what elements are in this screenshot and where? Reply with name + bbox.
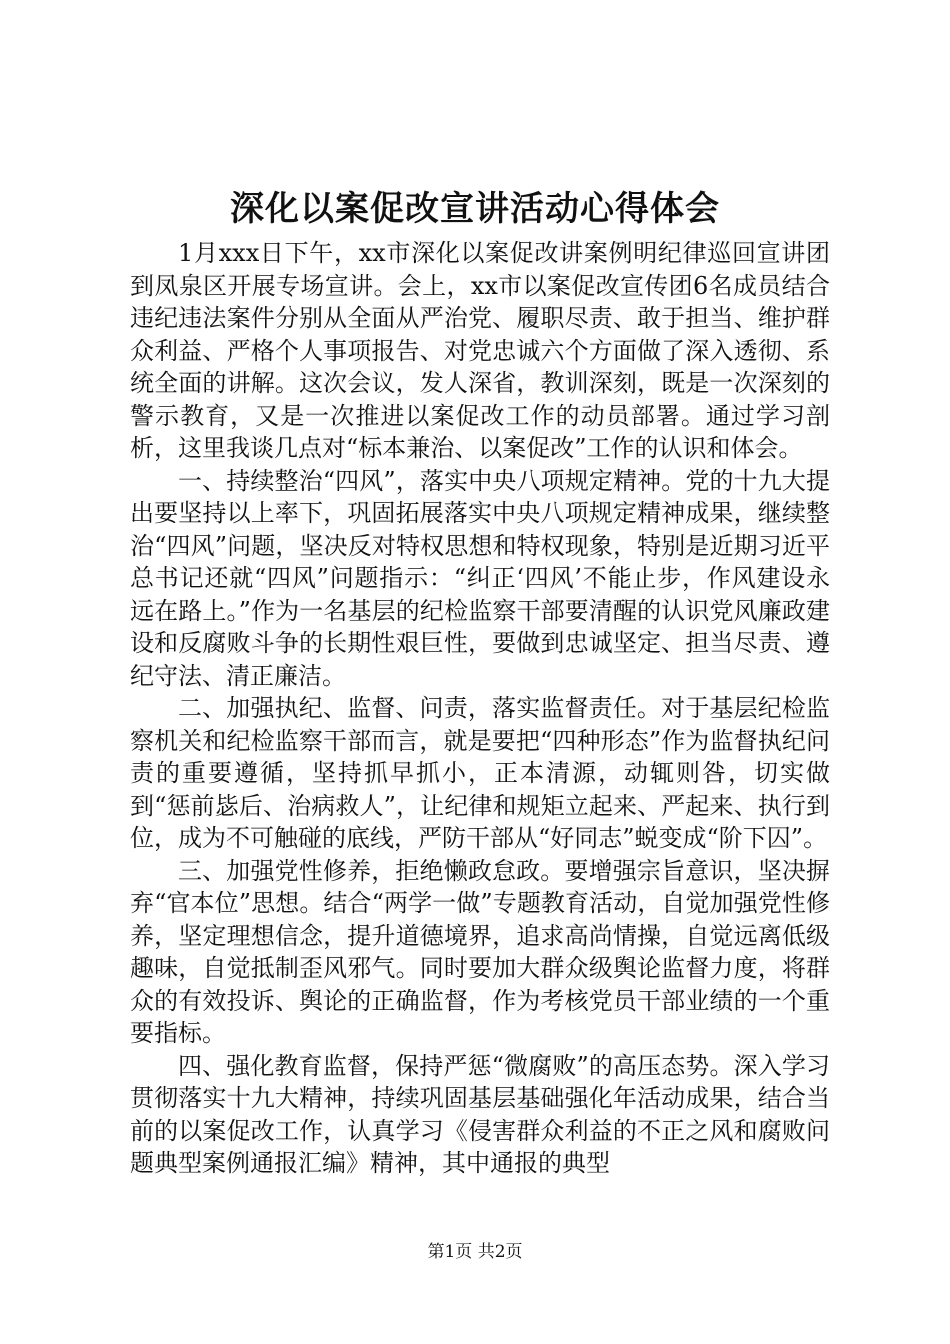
paragraph-intro: 1月xxx日下午，xx市深化以案促改讲案例明纪律巡回宣讲团到凤泉区开展专场宣讲。会上，xx市以案促改宣传团6名成员结合违纪违法案件分别从全面从严治党、履职尽责、敢于担当、维护群众利益、严格个人事项报告、对党忠诚六个方面做了深入透彻、系统全面的讲解。这次会议，发人深省，教训深刻，既是一次深刻的警示教育，又是一次推进以案促改工作的动员部署。通过学习剖析，这里我谈几点对“标本兼治、以案促改”工作的认识和体会。	[130, 239, 830, 462]
paragraph-point-4: 四、强化教育监督，保持严惩“微腐败”的高压态势。深入学习贯彻落实十九大精神，持续巩固基层基础强化年活动成果，结合当前的以案促改工作，认真学习《侵害群众利益的不正之风和腐败问题典型案例通报汇编》精神，其中通报的典型	[130, 1051, 830, 1177]
paragraph-point-3: 三、加强党性修养，拒绝懒政怠政。要增强宗旨意识，坚决摒弃“官本位”思想。结合“两学一做”专题教育活动，自觉加强党性修养，坚定理想信念，提升道德境界，追求高尚情操，自觉远离低级趣味，自觉抵制歪风邪气。同时要加大群众级舆论监督力度，将群众的有效投诉、舆论的正确监督，作为考核党员干部业绩的一个重要指标。	[130, 856, 830, 1047]
paragraph-point-1: 一、持续整治“四风”，落实中央八项规定精神。党的十九大提出要坚持以上率下，巩固拓展落实中央八项规定精神成果，继续整治“四风”问题，坚决反对特权思想和特权现象，特别是近期习近平总书记还就“四风”问题指示：“纠正‘四风’不能止步，作风建设永远在路上。”作为一名基层的纪检监察干部要清醒的认识党风廉政建设和反腐败斗争的长期性艰巨性，要做到忠诚坚定、担当尽责、遵纪守法、清正廉洁。	[130, 466, 830, 690]
document-title: 深化以案促改宣讲活动心得体会	[230, 189, 720, 229]
document-body	[130, 237, 830, 1180]
paragraph-point-2: 二、加强执纪、监督、问责，落实监督责任。对于基层纪检监察机关和纪检监察干部而言，就是要把“四种形态”作为监督执纪问责的重要遵循，坚持抓早抓小，正本清源，动辄则咎，切实做到“惩前毖后、治病救人”，让纪律和规矩立起来、严起来、执行到位，成为不可触碰的底线，严防干部从“好同志”蜕变成“阶下囚”。	[130, 694, 830, 852]
page-number-footer: 第1页 共2页	[427, 1242, 523, 1262]
